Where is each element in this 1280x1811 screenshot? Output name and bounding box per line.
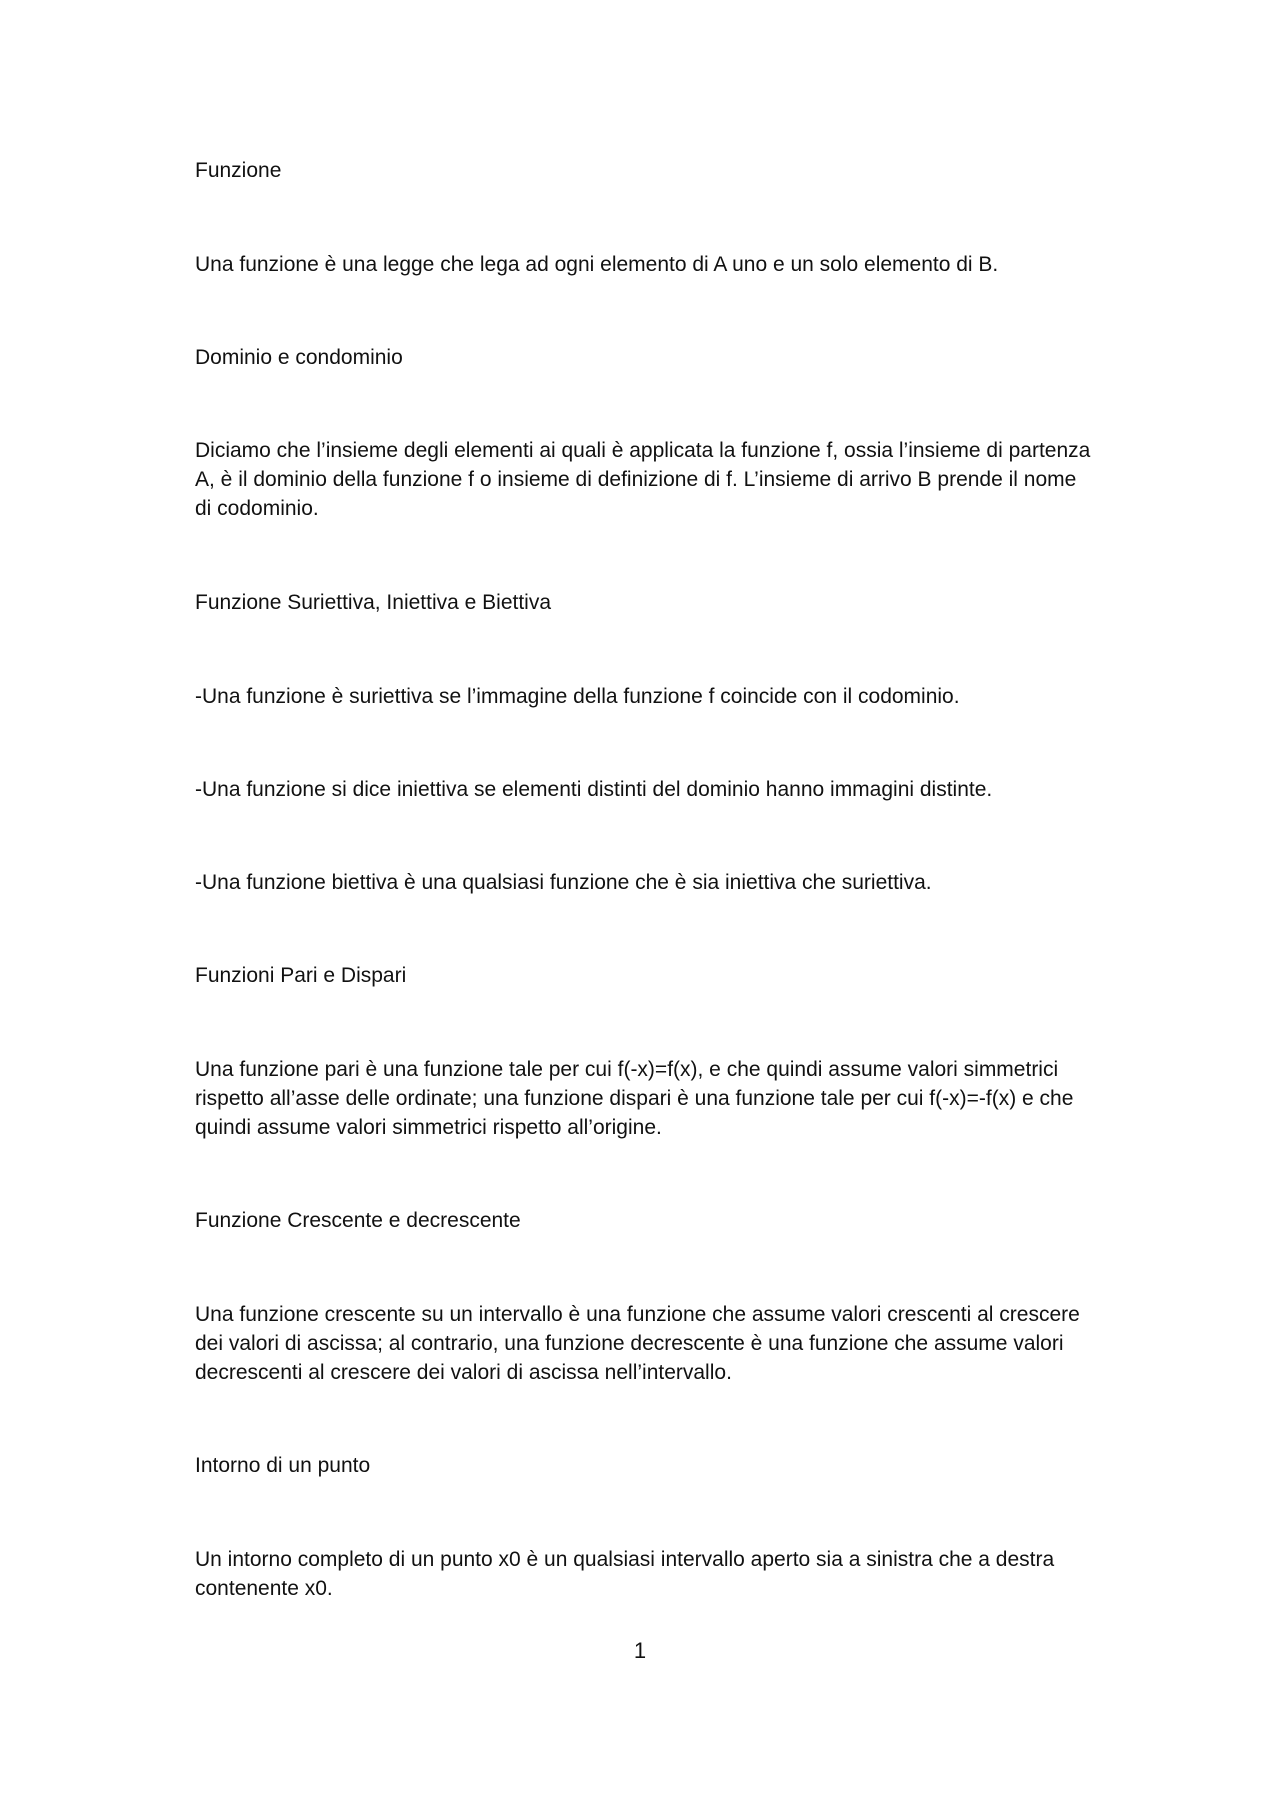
section-heading-crescente: Funzione Crescente e decrescente <box>195 1209 521 1232</box>
section-heading-dominio: Dominio e condominio <box>195 346 403 369</box>
section-heading-funzione: Funzione <box>195 159 282 182</box>
paragraph-suriettiva: -Una funzione è suriettiva se l’immagine della funzione f coincide con il codominio. <box>195 685 960 708</box>
paragraph-definizione-funzione: Una funzione è una legge che lega ad ogni elemento di A uno e un solo elemento di B. <box>195 253 999 276</box>
section-heading-suriettiva: Funzione Suriettiva, Iniettiva e Biettiva <box>195 591 552 614</box>
paragraph-iniettiva: -Una funzione si dice iniettiva se elementi distinti del dominio hanno immagini distinte. <box>195 778 993 801</box>
paragraph-crescente: Una funzione crescente su un intervallo è una funzione che assume valori crescenti al crescere dei valori di ascissa; al contrario, una funzione decrescente è una funzione che assume valori decrescenti al crescere dei valori di ascissa nell’intervallo. <box>195 1303 1080 1384</box>
paragraph-pari-dispari: Una funzione pari è una funzione tale per cui f(-x)=f(x), e che quindi assume valori simmetrici rispetto all’asse delle ordinate; una funzione dispari è una funzione tale per cui f(-x)=-f(x) e che quindi assume valori simmetrici rispetto all’origine. <box>195 1058 1074 1139</box>
paragraph-biettiva: -Una funzione biettiva è una qualsiasi funzione che è sia iniettiva che suriettiva. <box>195 871 932 894</box>
section-heading-pari-dispari: Funzioni Pari e Dispari <box>195 964 407 987</box>
section-heading-intorno: Intorno di un punto <box>195 1454 371 1477</box>
page-number: 1 <box>633 1638 647 1663</box>
paragraph-intorno: Un intorno completo di un punto x0 è un qualsiasi intervallo aperto sia a sinistra che a destra contenente x0. <box>195 1548 1055 1600</box>
paragraph-dominio: Diciamo che l’insieme degli elementi ai quali è applicata la funzione f, ossia l’insieme di partenza A, è il dominio della funzione f o insieme di definizione di f. L’insieme di arrivo B prende il nome di codominio. <box>195 439 1091 520</box>
